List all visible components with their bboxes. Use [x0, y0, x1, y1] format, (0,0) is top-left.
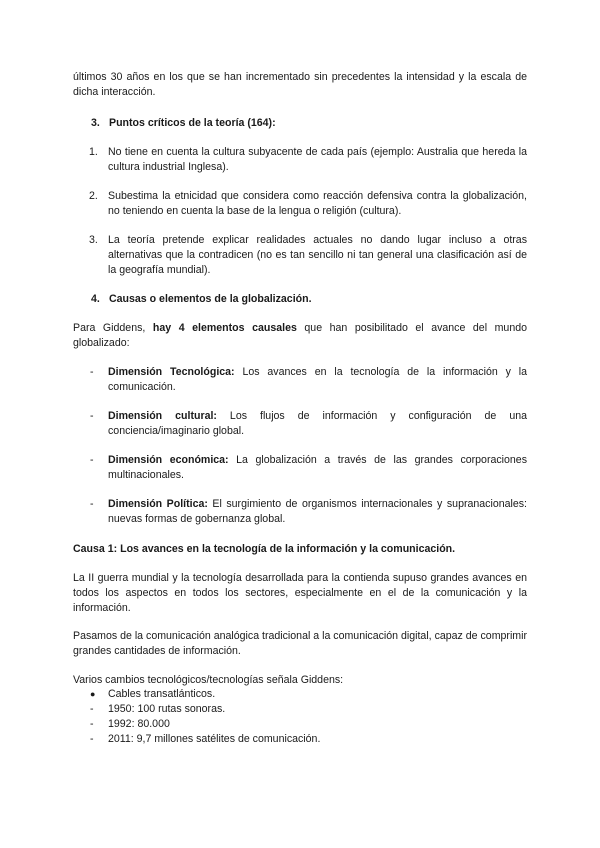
section-4-number: 4.	[91, 293, 100, 305]
dimension-label: Dimensión Tecnológica:	[108, 366, 235, 378]
intro-continuation-paragraph: últimos 30 años en los que se han incrementado sin precedentes la intensidad y la escala de dicha interacción.	[73, 71, 527, 98]
critique-text: La teoría pretende explicar realidades actuales no dando lugar incluso a otras alternativas que la contradicen (no es tan sencillo ni tan general una clasificación así de la geografía mundial).	[108, 234, 527, 276]
change-item-2	[73, 702, 527, 717]
change-text: 1950: 100 rutas sonoras.	[108, 703, 226, 715]
dimension-text: La globalización a través de las grandes corporaciones multinacionales.	[108, 454, 527, 481]
critique-text: Subestima la etnicidad que considera como reacción defensiva contra la globalización, no teniendo en cuenta la base de la lengua o religión (cultura).	[108, 190, 527, 217]
causa-1-paragraph-2: Pasamos de la comunicación analógica tradicional a la comunicación digital, capaz de comprimir grandes cantidades de información.	[73, 630, 528, 657]
dimension-label: Dimensión económica:	[108, 454, 229, 466]
dimension-label: Dimensión Política:	[108, 498, 208, 510]
change-text: 1992: 80.000	[108, 718, 170, 730]
change-item-1	[73, 687, 527, 702]
intro-post: que han posibilitado el avance del mundo globalizado:	[73, 322, 527, 349]
change-text: Cables transatlánticos.	[108, 688, 216, 700]
dimension-economic	[73, 453, 527, 483]
section-4-title: Causas o elementos de la globalización.	[109, 293, 312, 305]
list-marker: -	[90, 703, 94, 715]
change-item-4	[73, 732, 527, 747]
intro-bold: hay 4 elementos causales	[152, 322, 297, 334]
dimension-political	[73, 497, 527, 527]
dimension-text: El surgimiento de organismos internacionales y supranacionales: nuevas formas de gobernanza global.	[108, 498, 527, 525]
list-marker: -	[90, 733, 94, 745]
causa-1-paragraph-1: La II guerra mundial y la tecnología desarrollada para la contienda supuso grandes avances en todos los aspectos en todos los sectores, especialmente en el de la comunicación y la información.	[73, 572, 527, 614]
dimension-technological	[73, 365, 527, 395]
critique-item-3	[73, 233, 527, 278]
dimension-text: Los avances en la tecnología de la información y la comunicación.	[108, 366, 527, 393]
critique-item-2	[73, 189, 527, 219]
section-4-intro	[73, 321, 527, 351]
bullet-marker: ●	[90, 689, 96, 699]
list-marker: -	[90, 366, 94, 378]
list-marker: -	[90, 410, 94, 422]
change-text: 2011: 9,7 millones satélites de comunicación.	[108, 733, 321, 745]
list-marker: 2.	[89, 190, 98, 202]
list-marker: -	[90, 718, 94, 730]
list-marker: 3.	[89, 234, 98, 246]
list-marker: -	[90, 498, 94, 510]
section-3-title: Puntos críticos de la teoría (164):	[109, 117, 276, 129]
critique-text: No tiene en cuenta la cultura subyacente de cada país (ejemplo: Australia que hereda la cultura industrial Inglesa).	[108, 146, 527, 173]
dimension-label: Dimensión cultural:	[108, 410, 217, 422]
intro-pre: Para Giddens,	[73, 322, 153, 334]
list-marker: 1.	[89, 146, 98, 158]
dimension-cultural	[73, 409, 527, 439]
change-item-3	[73, 717, 527, 732]
dimension-text: Los flujos de información y configuración de una conciencia/imaginario global.	[108, 410, 527, 437]
section-3-heading	[91, 116, 276, 131]
causa-1-heading: Causa 1: Los avances en la tecnología de la información y la comunicación.	[73, 543, 456, 555]
section-4-heading	[91, 292, 312, 307]
critique-item-1	[73, 145, 527, 175]
section-3-number: 3.	[91, 117, 100, 129]
changes-list-intro: Varios cambios tecnológicos/tecnologías señala Giddens:	[73, 674, 344, 686]
list-marker: -	[90, 454, 94, 466]
